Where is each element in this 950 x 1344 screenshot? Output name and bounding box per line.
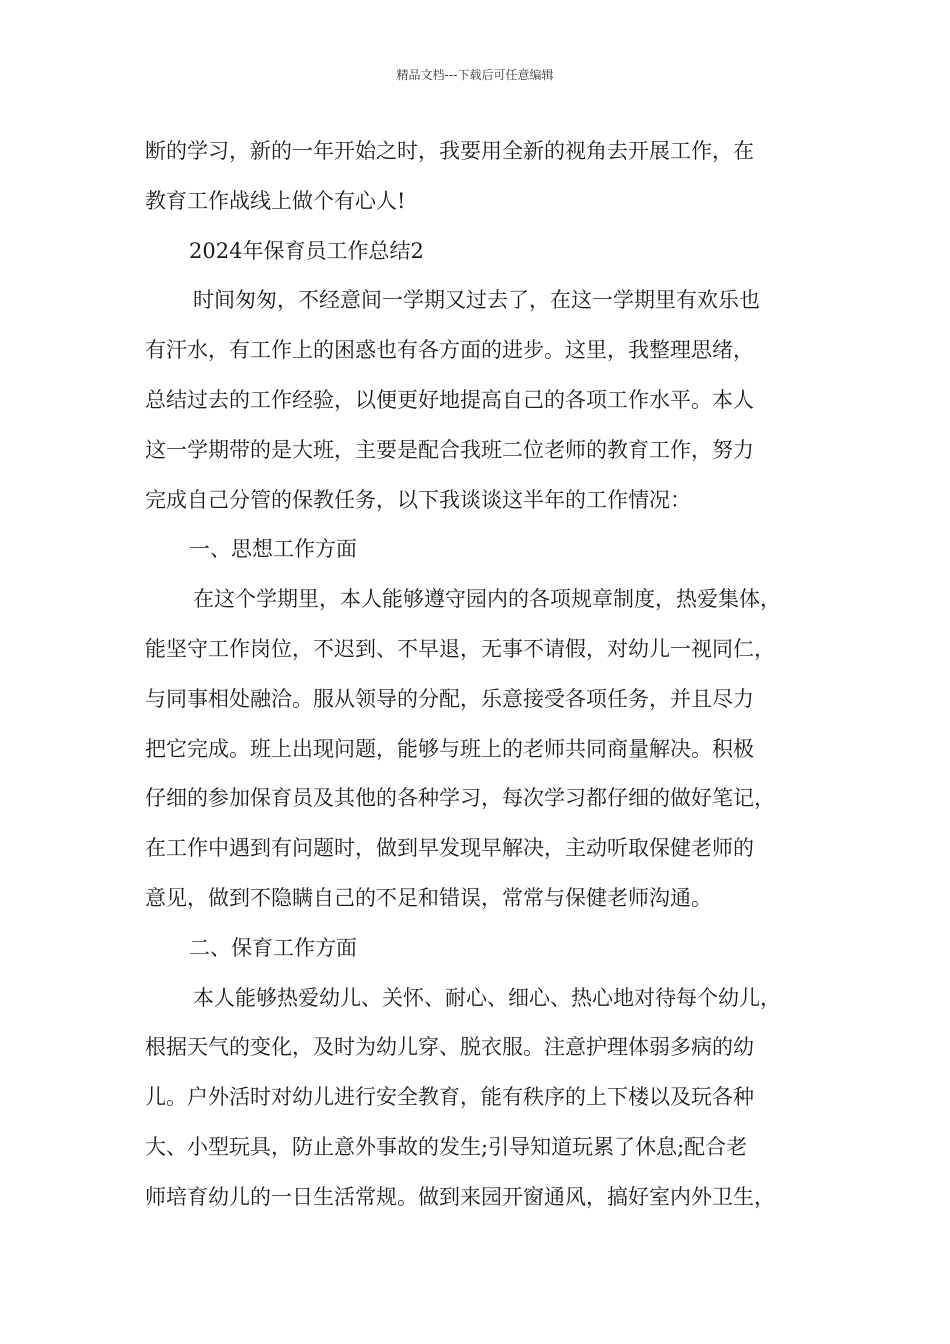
text-line: 意见，做到不隐瞒自己的不足和错误，常常与保健老师沟通。 [145, 885, 712, 910]
section-heading: 二、保育工作方面 [189, 935, 357, 960]
text-line: 总结过去的工作经验，以便更好地提高自己的各项工作水平。本人 [145, 387, 754, 412]
text-line: 教育工作战线上做个有心人! [145, 188, 406, 213]
document-body [145, 132, 835, 1228]
text-line: 完成自己分管的保教任务，以下我谈谈这半年的工作情况： [145, 487, 691, 512]
text-line: 有汗水，有工作上的困惑也有各方面的进步。这里，我整理思绪， [145, 338, 754, 363]
text-line: 根据天气的变化，及时为幼儿穿、脱衣服。注意护理体弱多病的幼 [145, 1035, 754, 1060]
text-line: 本人能够热爱幼儿、关怀、耐心、细心、热心地对待每个幼儿， [193, 985, 781, 1010]
section-title: 2024年保育员工作总结2 [189, 238, 424, 263]
text-line: 时间匆匆，不经意间一学期又过去了，在这一学期里有欢乐也 [193, 288, 760, 313]
text-line: 仔细的参加保育员及其他的各种学习，每次学习都仔细的做好笔记， [145, 786, 775, 811]
text-line: 能坚守工作岗位，不迟到、不早退，无事不请假，对幼儿一视同仁， [145, 636, 775, 661]
section-heading: 一、思想工作方面 [189, 537, 357, 562]
text-line: 与同事相处融洽。服从领导的分配，乐意接受各项任务，并且尽力 [145, 686, 754, 711]
text-line: 大、小型玩具，防止意外事故的发生;引导知道玩累了休息;配合老 [145, 1134, 748, 1159]
text-line: 这一学期带的是大班，主要是配合我班二位老师的教育工作，努力 [145, 437, 754, 462]
text-line: 在工作中遇到有问题时，做到早发现早解决，主动听取保健老师的 [145, 836, 754, 861]
page-header: 精品文档---下载后可任意编辑 [396, 68, 554, 82]
text-line: 师培育幼儿的一日生活常规。做到来园开窗通风，搞好室内外卫生， [145, 1184, 775, 1209]
text-line: 把它完成。班上出现问题，能够与班上的老师共同商量解决。积极 [145, 736, 754, 761]
text-line: 在这个学期里，本人能够遵守园内的各项规章制度，热爱集体， [193, 587, 781, 612]
text-line: 儿。户外活时对幼儿进行安全教育，能有秩序的上下楼以及玩各种 [145, 1085, 754, 1110]
text-line: 断的学习，新的一年开始之时，我要用全新的视角去开展工作，在 [145, 139, 754, 163]
